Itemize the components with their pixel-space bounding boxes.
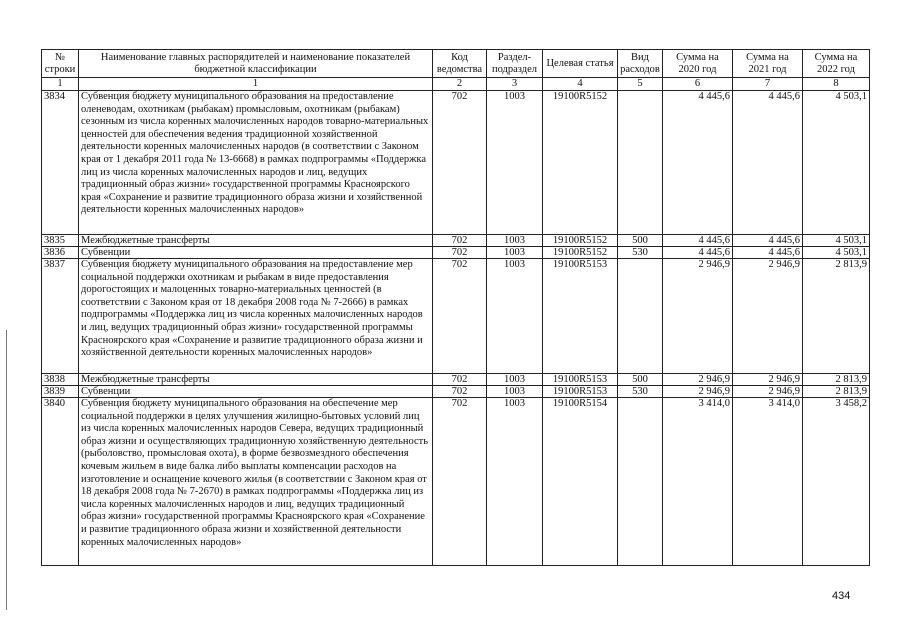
row-target: 19100R5152 (543, 91, 618, 235)
table-header-row (42, 50, 870, 78)
row-number: 3838 (42, 374, 79, 386)
row-dept-code: 702 (433, 259, 487, 374)
row-expense-type (618, 259, 663, 374)
row-section: 1003 (487, 247, 543, 259)
row-dept-code: 702 (433, 247, 487, 259)
row-target: 19100R5153 (543, 374, 618, 386)
row-dept-code: 702 (433, 386, 487, 398)
column-number: 5 (618, 78, 663, 91)
row-sum-2022: 2 813,9 (803, 374, 870, 386)
header-sum-2022: Сумма на 2022 год (803, 50, 870, 78)
row-target: 19100R5154 (543, 398, 618, 566)
header-sum-2021: Сумма на 2021 год (733, 50, 803, 78)
row-sum-2022: 4 503,1 (803, 91, 870, 235)
row-expense-type: 500 (618, 235, 663, 247)
row-section: 1003 (487, 259, 543, 374)
header-expense-type: Вид расходов (618, 50, 663, 78)
row-sum-2022: 4 503,1 (803, 247, 870, 259)
table-row (42, 235, 870, 247)
row-sum-2020: 4 445,6 (663, 247, 733, 259)
row-number: 3839 (42, 386, 79, 398)
table-row (42, 259, 870, 374)
row-name: Межбюджетные трансферты (79, 374, 433, 386)
row-name: Межбюджетные трансферты (79, 235, 433, 247)
header-dept-code: Код ведомства (433, 50, 487, 78)
table-row (42, 247, 870, 259)
header-sum-2020: Сумма на 2020 год (663, 50, 733, 78)
row-target: 19100R5153 (543, 386, 618, 398)
row-dept-code: 702 (433, 398, 487, 566)
row-sum-2020: 4 445,6 (663, 235, 733, 247)
column-number-row (42, 78, 870, 91)
row-expense-type: 530 (618, 386, 663, 398)
row-sum-2021: 2 946,9 (733, 259, 803, 374)
row-sum-2022: 2 813,9 (803, 259, 870, 374)
row-number: 3835 (42, 235, 79, 247)
row-sum-2020: 3 414,0 (663, 398, 733, 566)
row-name: Субвенция бюджету муниципального образования на предоставление мер социальной поддержки охотникам и рыбакам в виде предоставления дорогостоящих и малоценных товарно-материальных ценностей (в соответствии с Законом края от 18 декабря 2008 года № 7-2666) в рамках подпрограммы «Поддержка лиц из числа коренных малочисленных народов и лиц, ведущих традиционный образ жизни» государственной программы Красноярского края «Сохранение и развитие традиционного образа жизни и хозяйственной деятельности коренных малочисленных народов» (79, 259, 433, 374)
header-name: Наименование главных распорядителей и наименование показателей бюджетной классификации (79, 50, 433, 78)
column-number: 7 (733, 78, 803, 91)
table-row (42, 91, 870, 235)
row-expense-type (618, 91, 663, 235)
column-number: 8 (803, 78, 870, 91)
column-number: 1 (42, 78, 79, 91)
column-number: 2 (433, 78, 487, 91)
row-section: 1003 (487, 91, 543, 235)
row-expense-type (618, 398, 663, 566)
table-row (42, 374, 870, 386)
row-name: Субвенция бюджету муниципального образования на обеспечение мер социальной поддержки в целях улучшения жилищно-бытовых условий лиц из числа коренных малочисленных народов Севера, ведущих традиционный образ жизни и осуществляющих традиционную хозяйственную деятельность (рыболовство, промысловая охота), в форме безвозмездного обеспечения кочевым жильем в виде балка либо выплаты компенсации расходов на изготовление и оснащение кочевого жилья (в соответствии с Законом края от 18 декабря 2008 года № 7-2670) в рамках подпрограммы «Поддержка лиц из числа коренных малочисленных народов и лиц, ведущих традиционный образ жизни» государственной программы Красноярского края «Сохранение и развитие традиционного образа жизни и хозяйственной деятельности коренных малочисленных народов» (79, 398, 433, 566)
row-target: 19100R5152 (543, 247, 618, 259)
row-dept-code: 702 (433, 374, 487, 386)
header-section: Раздел-подраздел (487, 50, 543, 78)
header-row-number: № строки (42, 50, 79, 78)
row-expense-type: 500 (618, 374, 663, 386)
row-name: Субвенция бюджету муниципального образования на предоставление оленеводам, охотникам (рыбакам) промысловым, охотникам (рыбакам) сезонным из числа коренных малочисленных народов товарно-материальных ценностей для обеспечения ведения традиционной хозяйственной деятельности коренных малочисленных народов (в соответствии с Законом края от 1 декабря 2011 года № 13-6668) в рамках подпрограммы «Поддержка лиц из числа коренных малочисленных народов и лиц, ведущих традиционный образ жизни» государственной программы Красноярского края «Сохранение и развитие традиционного образа жизни и хозяйственной деятельности коренных малочисленных народов» (79, 91, 433, 235)
row-sum-2020: 2 946,9 (663, 374, 733, 386)
row-section: 1003 (487, 386, 543, 398)
row-dept-code: 702 (433, 91, 487, 235)
header-target: Целевая статья (543, 50, 618, 78)
row-number: 3840 (42, 398, 79, 566)
page-number: 434 (832, 590, 851, 602)
row-sum-2021: 2 946,9 (733, 374, 803, 386)
row-sum-2021: 3 414,0 (733, 398, 803, 566)
row-sum-2020: 2 946,9 (663, 259, 733, 374)
row-name: Субвенции (79, 386, 433, 398)
table-row (42, 398, 870, 566)
row-target: 19100R5152 (543, 235, 618, 247)
row-section: 1003 (487, 374, 543, 386)
row-sum-2020: 2 946,9 (663, 386, 733, 398)
row-number: 3837 (42, 259, 79, 374)
column-number: 6 (663, 78, 733, 91)
scan-edge-line (6, 330, 7, 610)
column-number: 4 (543, 78, 618, 91)
column-number: 3 (487, 78, 543, 91)
row-number: 3836 (42, 247, 79, 259)
row-sum-2021: 4 445,6 (733, 235, 803, 247)
row-sum-2021: 2 946,9 (733, 386, 803, 398)
row-sum-2022: 2 813,9 (803, 386, 870, 398)
column-number: 1 (79, 78, 433, 91)
row-dept-code: 702 (433, 235, 487, 247)
row-section: 1003 (487, 398, 543, 566)
row-sum-2020: 4 445,6 (663, 91, 733, 235)
table-row (42, 386, 870, 398)
row-name: Субвенции (79, 247, 433, 259)
row-sum-2022: 4 503,1 (803, 235, 870, 247)
row-expense-type: 530 (618, 247, 663, 259)
row-number: 3834 (42, 91, 79, 235)
row-sum-2021: 4 445,6 (733, 247, 803, 259)
budget-table (41, 49, 870, 566)
row-target: 19100R5153 (543, 259, 618, 374)
row-sum-2021: 4 445,6 (733, 91, 803, 235)
row-section: 1003 (487, 235, 543, 247)
row-sum-2022: 3 458,2 (803, 398, 870, 566)
